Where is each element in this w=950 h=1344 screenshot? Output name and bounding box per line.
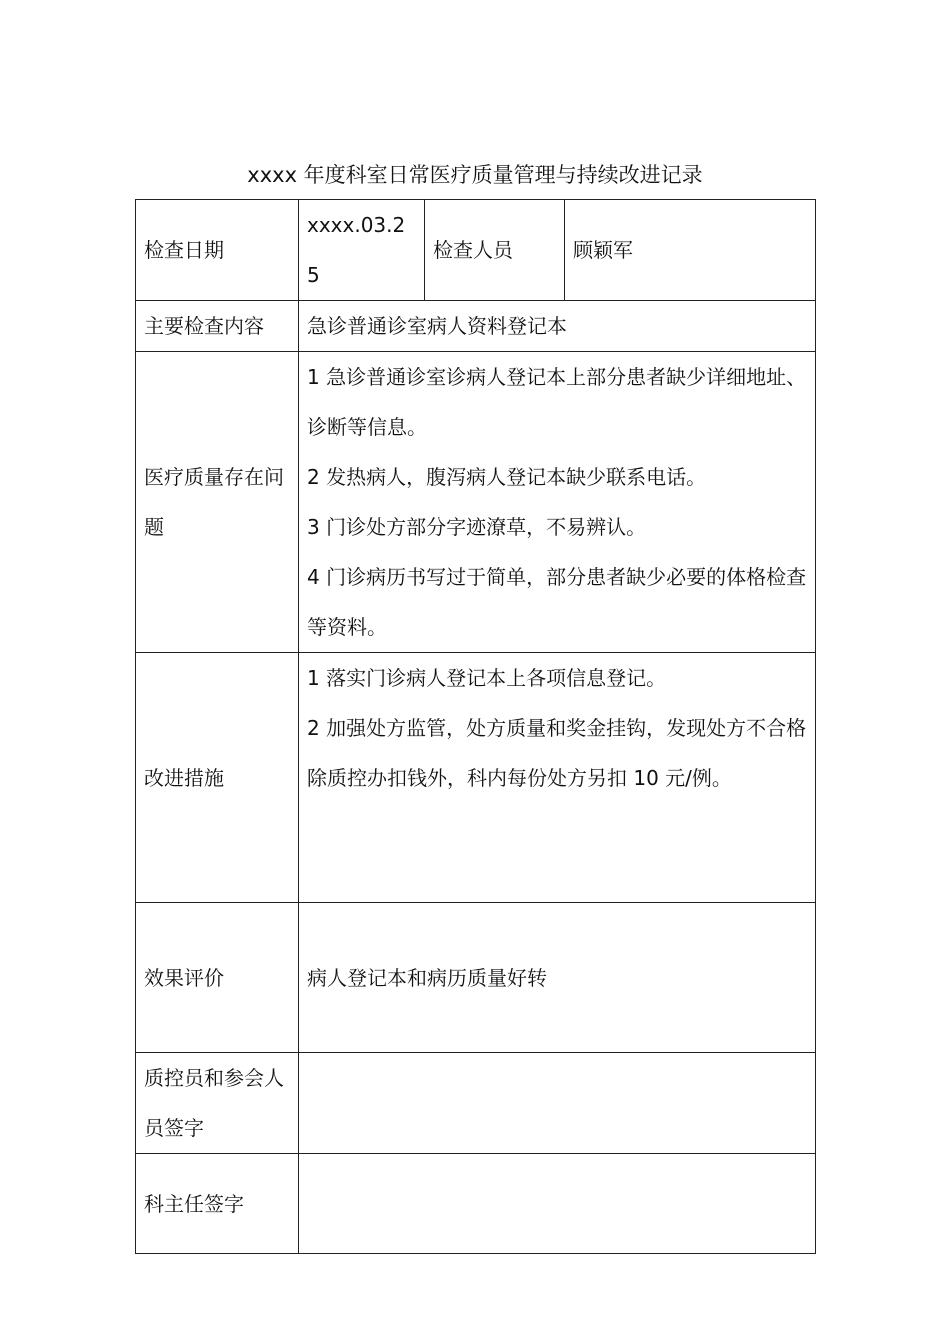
signers-label: 质控员和参会人员签字 — [136, 1053, 299, 1154]
effect-label: 效果评价 — [136, 903, 299, 1053]
issue-item: 3 门诊处方部分字迹潦草，不易辨认。 — [307, 515, 647, 539]
inspector-value: 顾颖军 — [565, 200, 816, 301]
measures-list — [299, 653, 816, 903]
issue-item: 4 门诊病历书写过于简单，部分患者缺少必要的体格检查等资料。 — [307, 565, 807, 639]
quality-record-table — [135, 199, 816, 1254]
issue-item: 2 发热病人，腹泻病人登记本缺少联系电话。 — [307, 465, 707, 489]
measure-item: 1 落实门诊病人登记本上各项信息登记。 — [307, 666, 667, 690]
row-check-info — [136, 200, 816, 301]
row-signers — [136, 1053, 816, 1154]
check-date-value: xxxx.03.25 — [299, 200, 425, 301]
measure-item: 2 加强处方监管，处方质量和奖金挂钩，发现处方不合格除质控办扣钱外，科内每份处方另扣 10 元/例。 — [307, 716, 807, 790]
main-content-label: 主要检查内容 — [136, 301, 299, 352]
row-effect-evaluation — [136, 903, 816, 1053]
row-chief-signature — [136, 1154, 816, 1254]
row-improvement-measures — [136, 653, 816, 903]
measures-label: 改进措施 — [136, 653, 299, 903]
document-title: xxxx 年度科室日常医疗质量管理与持续改进记录 — [247, 163, 703, 187]
row-quality-issues — [136, 352, 816, 653]
issue-item: 1 急诊普通诊室诊病人登记本上部分患者缺少详细地址、诊断等信息。 — [307, 365, 807, 439]
signers-signature-field[interactable] — [299, 1053, 816, 1154]
row-main-content — [136, 301, 816, 352]
issues-label: 医疗质量存在问题 — [136, 352, 299, 653]
chief-label: 科主任签字 — [136, 1154, 299, 1254]
check-date-label: 检查日期 — [136, 200, 299, 301]
chief-signature-field[interactable] — [299, 1154, 816, 1254]
inspector-label: 检查人员 — [425, 200, 565, 301]
main-content-value: 急诊普通诊室病人资料登记本 — [299, 301, 816, 352]
effect-value: 病人登记本和病历质量好转 — [299, 903, 816, 1053]
issues-list — [299, 352, 816, 653]
